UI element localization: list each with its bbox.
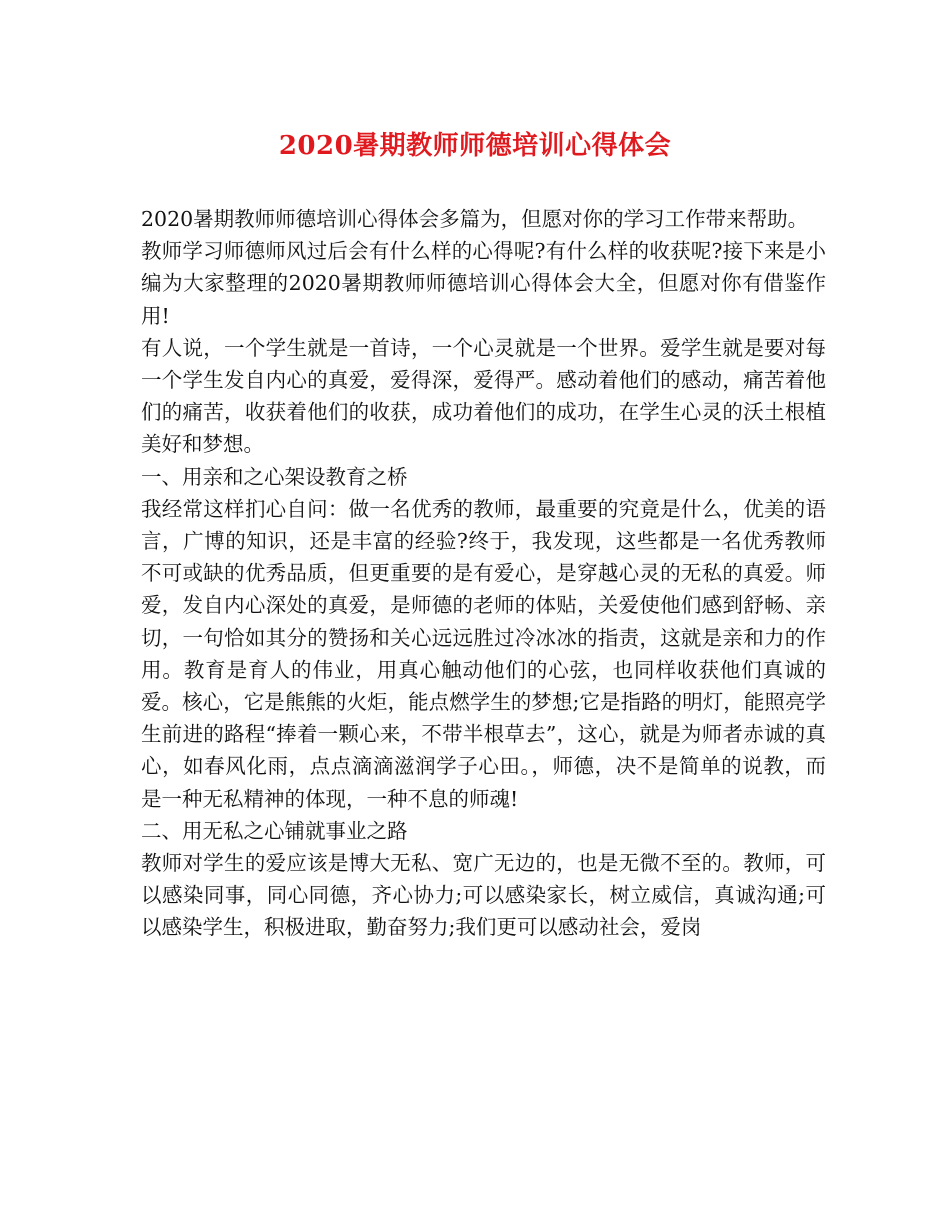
opening-paragraph: 有人说，一个学生就是一首诗，一个心灵就是一个世界。爱学生就是要对每一个学生发自内心的真爱，爱得深，爱得严。感动着他们的感动，痛苦着他们的痛苦，收获着他们的收获，成功着他们的成功，在学生心灵的沃土根植美好和梦想。 <box>141 335 826 457</box>
section-heading-2: 二、用无私之心铺就事业之路 <box>141 818 408 843</box>
intro-paragraph: 2020暑期教师师德培训心得体会多篇为，但愿对你的学习工作带来帮助。 <box>141 207 809 231</box>
section-1-paragraph: 我经常这样扪心自问：做一名优秀的教师，最重要的究竟是什么，优美的语言，广博的知识，还是丰富的经验?终于，我发现，这些都是一名优秀教师不可或缺的优秀品质，但更重要的是有爱心，是穿越心灵的无私的真爱。师爱，发自内心深处的真爱，是师德的老师的体贴，关爱使他们感到舒畅、亲切，一句恰如其分的赞扬和关心远远胜过冷冰冰的指责，这就是亲和力的作用。教育是育人的伟业，用真心触动他们的心弦，也同样收获他们真诚的爱。核心，它是熊熊的火炬，能点燃学生的梦想;它是指路的明灯，能照亮学生前进的路程“捧着一颗心来，不带半根草去”，这心，就是为师者赤诚的真心，如春风化雨，点点滴滴滋润学子心田。，师德，决不是简单的说教，而是一种无私精神的体现，一种不息的师魂! <box>141 496 826 811</box>
section-heading-1: 一、用亲和之心架设教育之桥 <box>141 464 408 489</box>
document-title: 2020暑期教师师德培训心得体会 <box>278 131 672 161</box>
section-2-paragraph: 教师对学生的爱应该是博大无私、宽广无边的，也是无微不至的。教师，可以感染同事，同心同德，齐心协力;可以感染家长，树立威信，真诚沟通;可以感染学生，积极进取，勤奋努力;我们更可以感动社会，爱岗 <box>141 851 826 940</box>
document-body <box>141 203 826 944</box>
preface-paragraph: 教师学习师德师风过后会有什么样的心得呢?有什么样的收获呢?接下来是小编为大家整理的2020暑期教师师德培训心得体会大全，但愿对你有借鉴作用! <box>141 239 826 328</box>
